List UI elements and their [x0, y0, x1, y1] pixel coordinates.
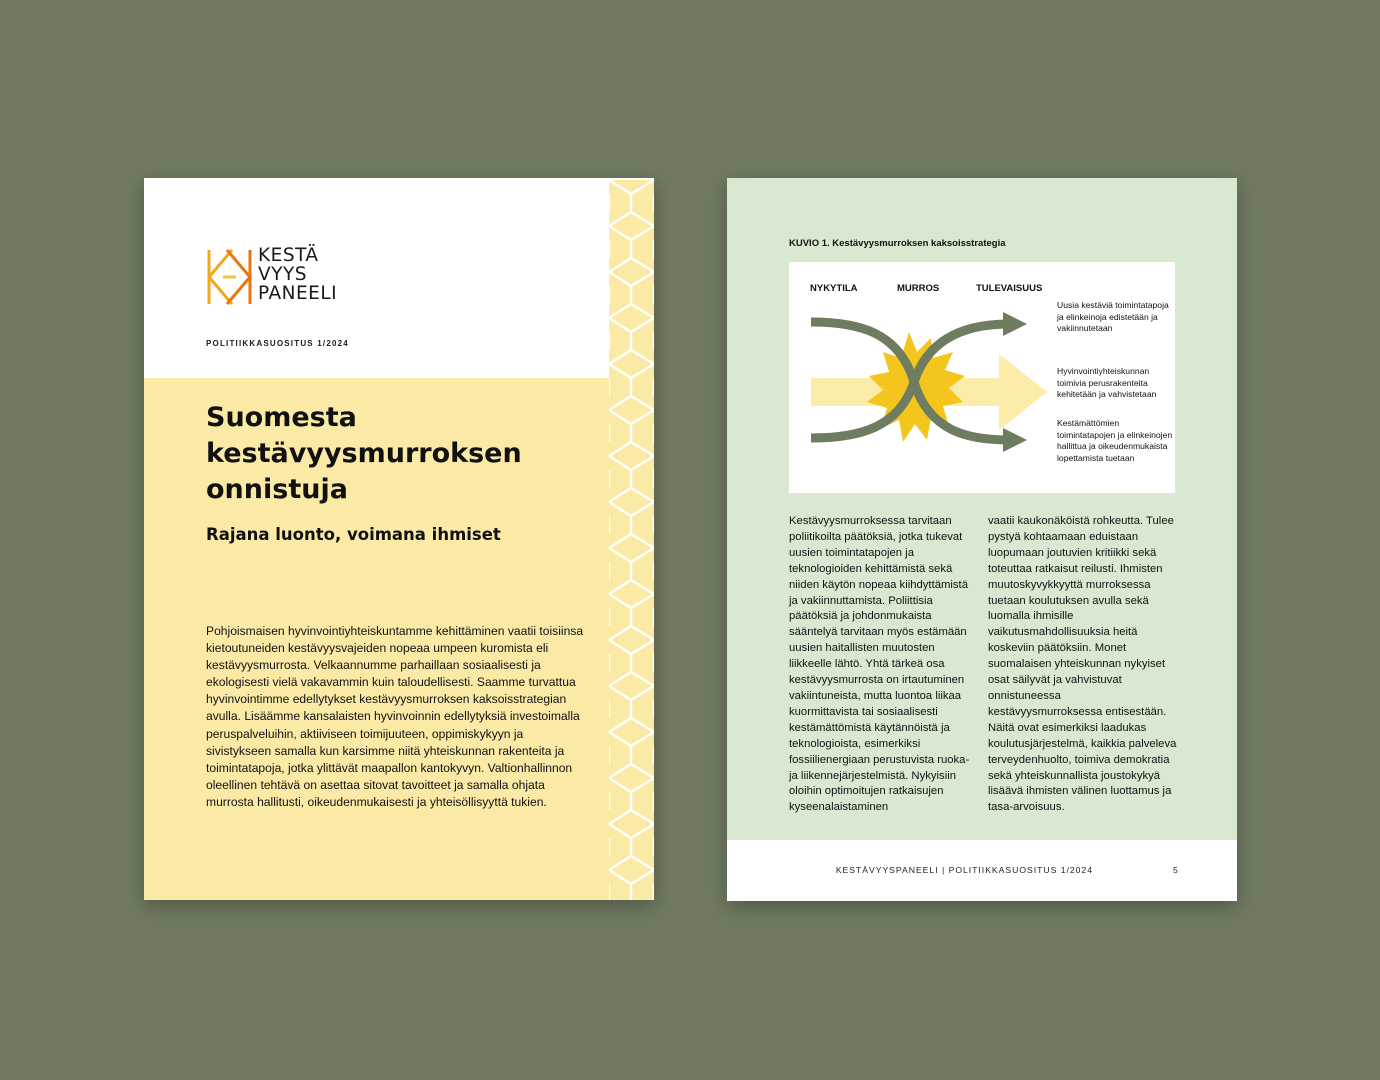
cover-title: Suomesta kestävyysmurroksen onnistuja: [206, 402, 522, 505]
diagram-note-strengthen: Hyvinvointiyhteiskunnan toimivia perusrakenteita kehitetään ja vahvistetaan: [1057, 366, 1157, 400]
diagram-header-current: NYKYTILA: [810, 283, 858, 294]
logo-mark-icon: [206, 246, 254, 306]
diagram-header-transition: MURROS: [897, 283, 940, 294]
logo-line: KESTÄ: [258, 245, 319, 266]
page-number: 5: [1173, 865, 1178, 875]
series-label: POLITIIKKASUOSITUS 1/2024: [206, 339, 349, 348]
arrowhead-icon: [1003, 428, 1027, 452]
cover-body-text: Pohjoismaisen hyvinvointiyhteiskuntamme kehittäminen vaatii toisiinsa kietoutuneiden kestävyysvajeiden nopeaa umpeen kuromista eli kestävyysmurrosta. Velkaannumme parhaillaan sosiaalisesti ja ekologisesti vielä vakavammin kuin taloudellisesti. Saamme turvattua hyvinvointimme edellytykset kestävyysmurroksen kaksoisstrategian avulla. Lisäämme kansalaisten hyvinvoinnin edellytyksiä investoimalla peruspalveluihin, aktiiviseen toimijuuteen, oppimiskykyyn ja sivistykseen samalla kun karsimme niitä yhteiskunnan rakenteita ja toimintatapoja, jotka ylittävät maapallon kantokyvyn. Valtionhallinnon oleellinen tehtävä on asettaa sitovat tavoitteet ja samalla ohjata murrosta hallitusti, oikeudenmukaisesti ja yhteisöllisyyttä tukien.: [206, 624, 584, 809]
diagram-note-new: Uusia kestäviä toimintatapoja ja elinkeinoja edistetään ja vakiinnutetaan: [1057, 300, 1169, 334]
body-column-right: vaatii kaukonäköistä rohkeutta. Tulee pystyä kohtaamaan eduistaan luopumaan joutuvien kritiikki sekä toteuttaa ratkaisut reilusti. Ihmisten muutoskyvykkyyttä murroksessa tuetaan koulutuksen avulla sekä luomalla ihmisille vaikutusmahdollisuuksia heitä koskeviin päätöksiin. Monet suomalaisen yhteiskunnan nykyiset osat säilyvät ja vahvistuvat onnistuneessa kestävyysmurroksessa entisestään. Näitä ovat esimerkiksi laadukas koulutusjärjestelmä, kaikkia palveleva terveydenhuolto, toimiva demokratia sekä yhteiskunnallista joustokykyä lisäävä ihmisten välinen luottamus ja tasa-arvoisuus.: [988, 515, 1177, 814]
diagram-graphic: [789, 292, 1059, 492]
body-column-left: Kestävyysmurroksessa tarvitaan poliitikoilta päätöksiä, jotka tukevat uusien toimintatapojen ja teknologioiden kehittämistä sekä niiden käytön nopeaa kiihdyttämistä ja vakiinnuttamista. Poliittisia päätöksiä ja johdonmukaista sääntelyä tarvitaan myös estämään uusien haitallisten muutosten liikkeelle lähtö. Yhtä tärkeä osa kestävyysmurrosta on irtautuminen vakiintuneista, mutta luontoa liikaa kuormittavista tai sosiaalisesti kestämättömistä käytännöistä ja teknologioista, esimerkiksi fossiilienergiaan perustuvista ruoka- ja liikennejärjestelmistä. Nykyisiin oloihin optimoitujen ratkaisujen kyseenalaistaminen: [789, 515, 970, 814]
pattern-icon: [609, 180, 654, 900]
figure-caption: KUVIO 1. Kestävyysmurroksen kaksoisstrategia: [789, 238, 1006, 249]
page-footer: [727, 840, 1237, 901]
strategy-diagram: [789, 262, 1175, 493]
diagram-note-phase-out: Kestämättömien toimintatapojen ja elinkeinojen hallittua ja oikeudenmukaista lopettamista tuetaan: [1057, 418, 1173, 463]
arrowhead-icon: [1003, 312, 1027, 336]
diagram-header-future: TULEVAISUUS: [976, 283, 1043, 294]
decorative-pattern-strip: [609, 180, 654, 900]
footer-text: KESTÄVYYSPANEELI | POLITIIKKASUOSITUS 1/2024: [835, 865, 1093, 875]
logo-wordmark: [258, 246, 337, 303]
logo-line: VYYS: [258, 264, 307, 285]
inner-page: [727, 178, 1237, 901]
cover-subtitle: Rajana luonto, voimana ihmiset: [206, 525, 501, 544]
logo-line: PANEELI: [258, 283, 338, 304]
cover-page: [144, 178, 654, 900]
kestavyyspaneeli-logo: [206, 246, 356, 310]
